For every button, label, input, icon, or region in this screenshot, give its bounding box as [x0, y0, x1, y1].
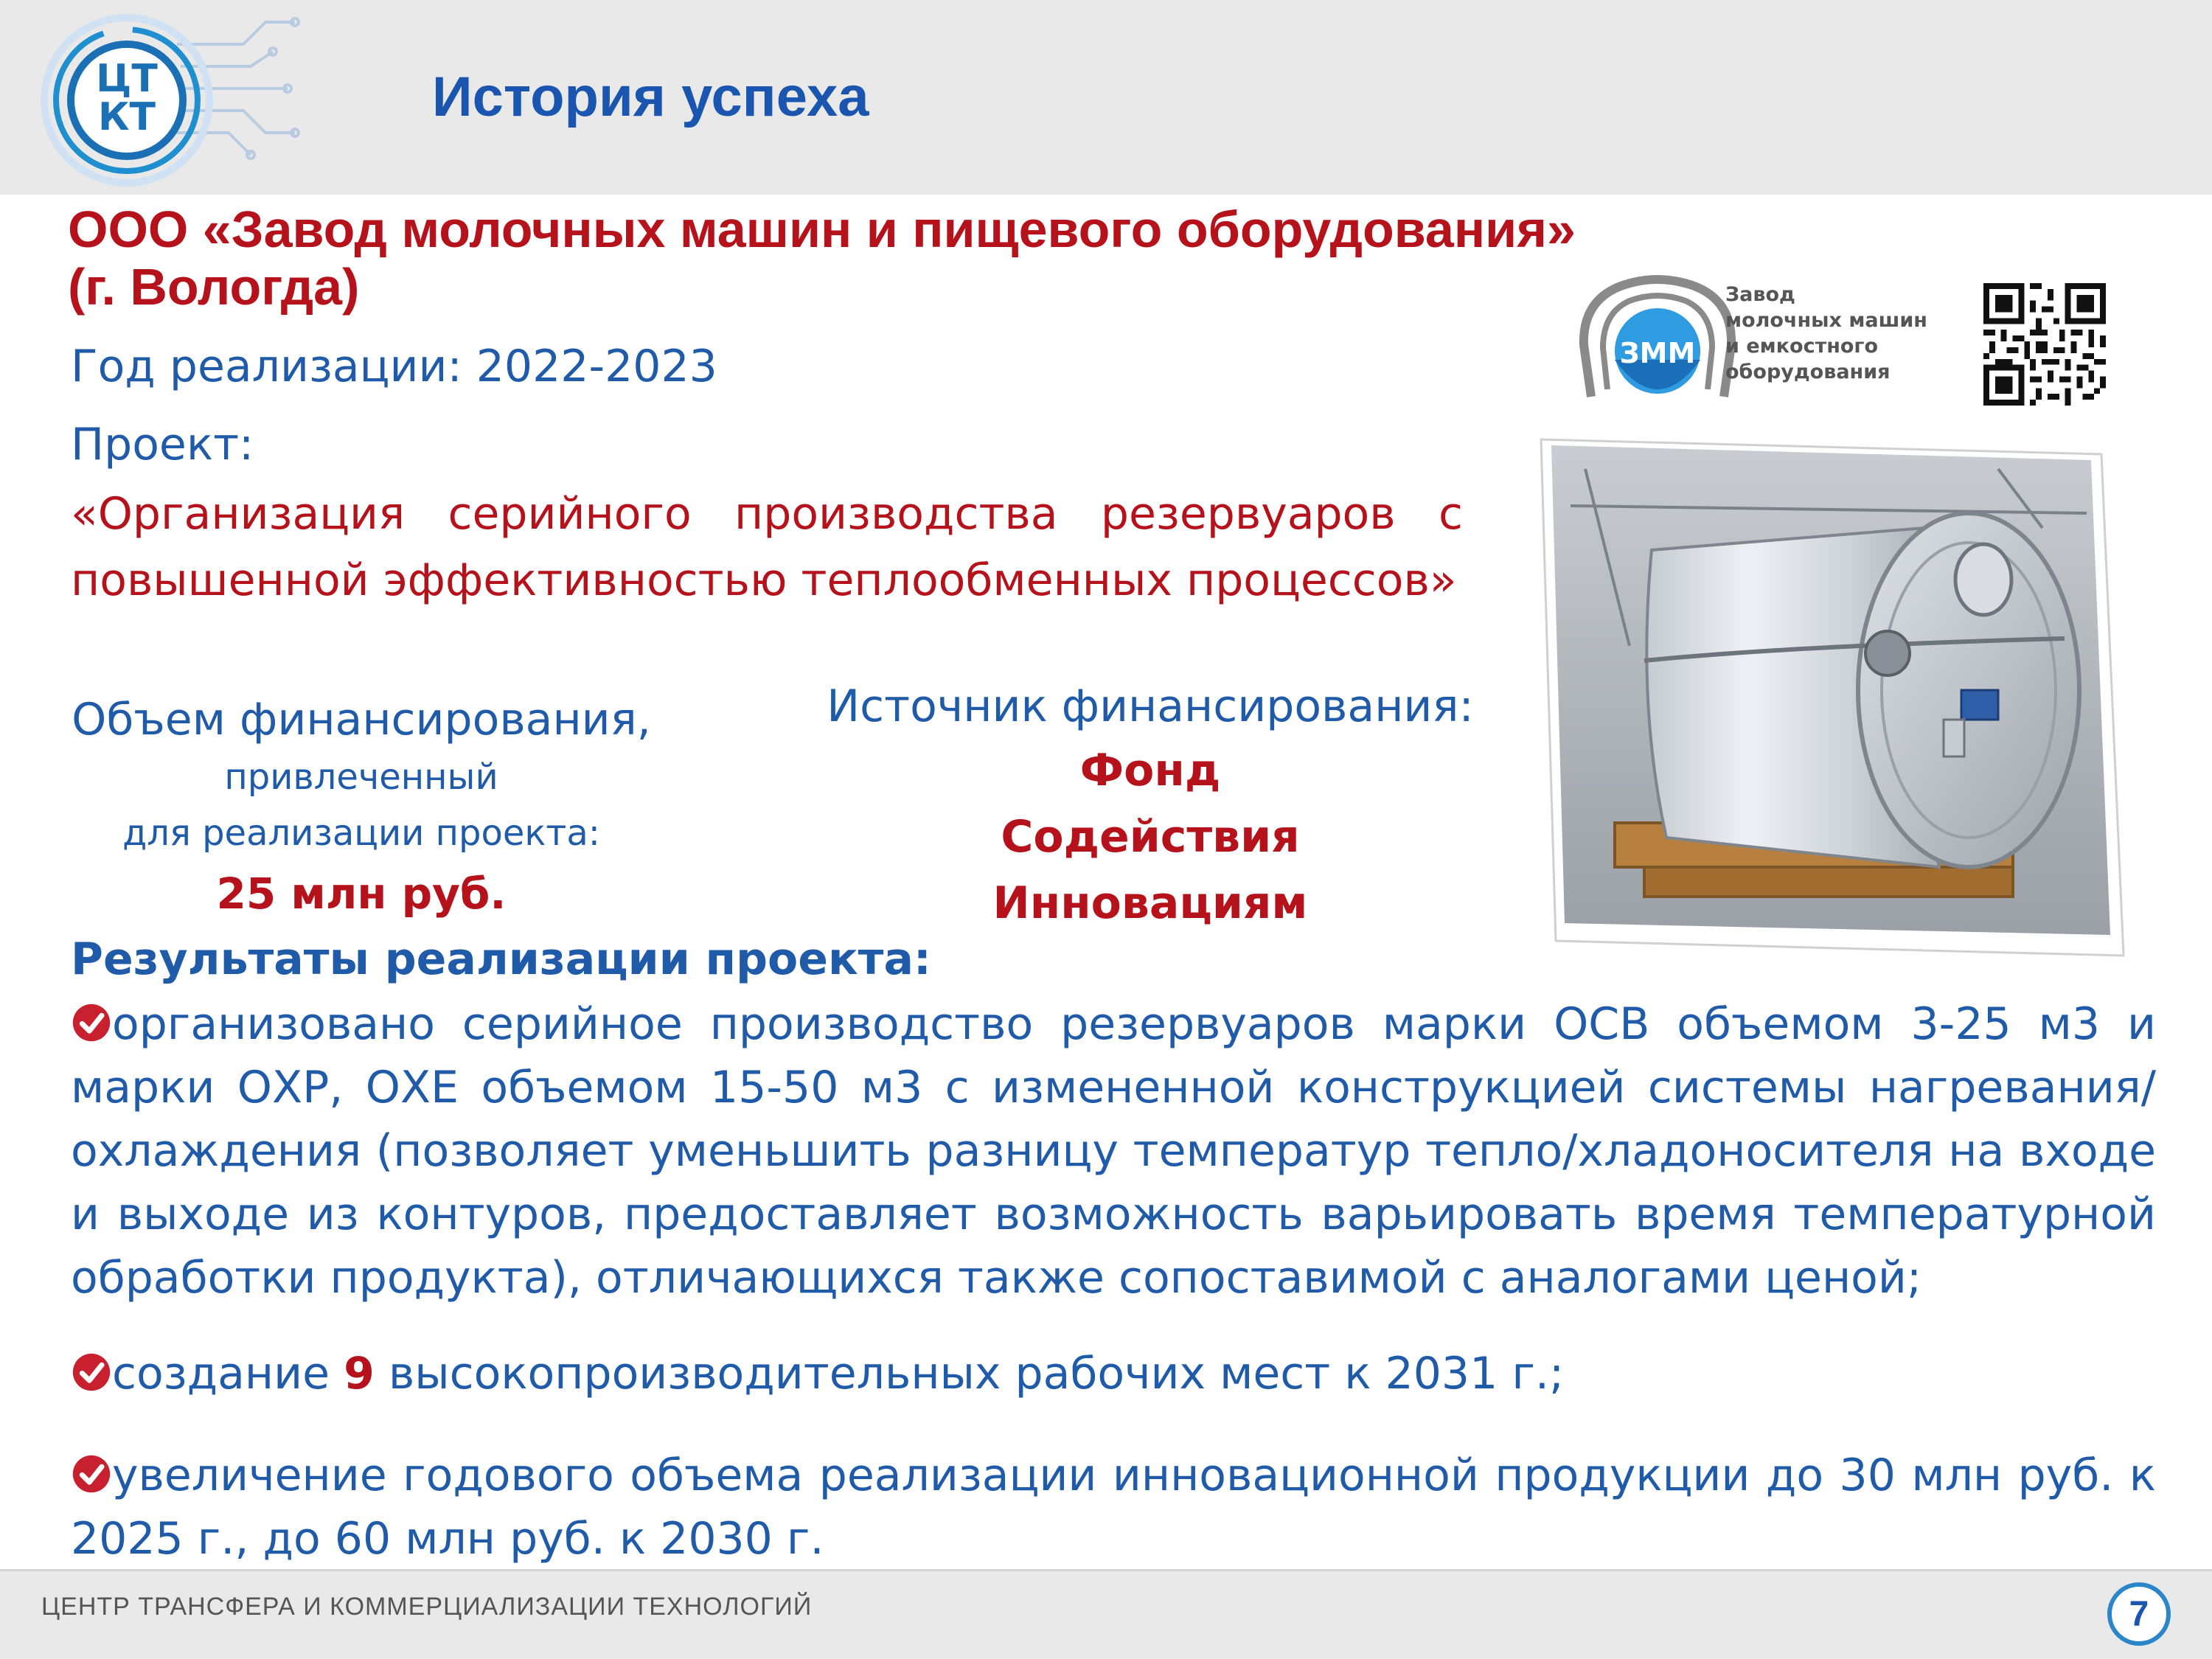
header-bar [0, 0, 2212, 195]
page-number: 7 [2107, 1582, 2171, 1646]
zmm-logo-text-line2: молочных машин [1725, 309, 1927, 332]
result-item-2-pre: создание [112, 1348, 344, 1399]
zmm-logo-text-line4: оборудования [1725, 361, 1891, 383]
zmm-logo-text [1725, 282, 1927, 385]
zmm-logo-abbr: ЗММ [1619, 337, 1696, 369]
result-item-2-number: 9 [344, 1348, 375, 1399]
results-heading: Результаты реализации проекта: [71, 933, 931, 985]
check-icon [71, 1453, 112, 1495]
company-name [68, 201, 1576, 316]
qr-code-icon [1983, 283, 2106, 406]
company-name-line1: ООО «Завод молочных машин и пищевого оборудования» [68, 201, 1576, 258]
check-icon [71, 1002, 112, 1043]
page-title: История успеха [432, 66, 869, 128]
result-item-2 [71, 1342, 2156, 1405]
zmm-logo [1576, 271, 1739, 404]
check-icon [71, 1352, 112, 1393]
funding-volume-value: 25 млн руб. [216, 869, 507, 919]
result-item-1 [71, 992, 2156, 1310]
funding-source-line3: Инновациям [992, 877, 1308, 929]
funding-volume [29, 690, 693, 926]
zmm-logo-text-line1: Завод [1725, 283, 1795, 306]
funding-source [811, 675, 1489, 936]
zmm-logo-text-line3: и емкостного [1725, 335, 1879, 358]
result-item-1-text: организовано серийное производство резервуаров марки ОСВ объемом 3-25 м3 и марки ОХР, ОХЕ объемом 15-50 м3 с измененной конструкцией системы нагревания/охлаждения (позволяет уменьшить разницу температур тепло/хладоносителя на входе и выходе из контуров, предоставляет возможность варьировать время температурной обработки продукта), отличающихся также сопоставимой с аналогами ценой; [71, 998, 2156, 1304]
result-item-3-text: увеличение годового объема реализации инновационной продукции до 30 млн руб. к 2025 г., до 60 млн руб. к 2030 г. [71, 1450, 2156, 1565]
funding-volume-label: Объем финансирования, [72, 694, 651, 745]
funding-source-line1: Фонд [1079, 745, 1221, 796]
funding-source-label: Источник финансирования: [827, 681, 1474, 732]
logo-line2: КТ [98, 95, 156, 139]
project-name: «Организация серийного производства резервуаров с повышенной эффективностью теплообменных процессов» [71, 488, 1463, 606]
funding-source-line2: Содействия [1001, 811, 1300, 863]
result-item-2-post: высокопроизводительных рабочих мест к 2031 г.; [374, 1348, 1565, 1399]
funding-volume-sub1: привлеченный [224, 757, 498, 798]
ctkt-logo [22, 0, 302, 195]
company-name-line2: (г. Вологда) [68, 258, 360, 316]
result-item-3 [71, 1444, 2156, 1571]
funding-volume-sub2: для реализации проекта: [122, 813, 600, 854]
project-label: Проект: [71, 419, 254, 470]
logo-line1: ЦТ [96, 57, 158, 101]
year-label: Год реализации: 2022-2023 [71, 341, 717, 392]
tank-photo [1526, 425, 2131, 970]
footer-text: ЦЕНТР ТРАНСФЕРА И КОММЕРЦИАЛИЗАЦИИ ТЕХНОЛОГИЙ [41, 1593, 813, 1621]
